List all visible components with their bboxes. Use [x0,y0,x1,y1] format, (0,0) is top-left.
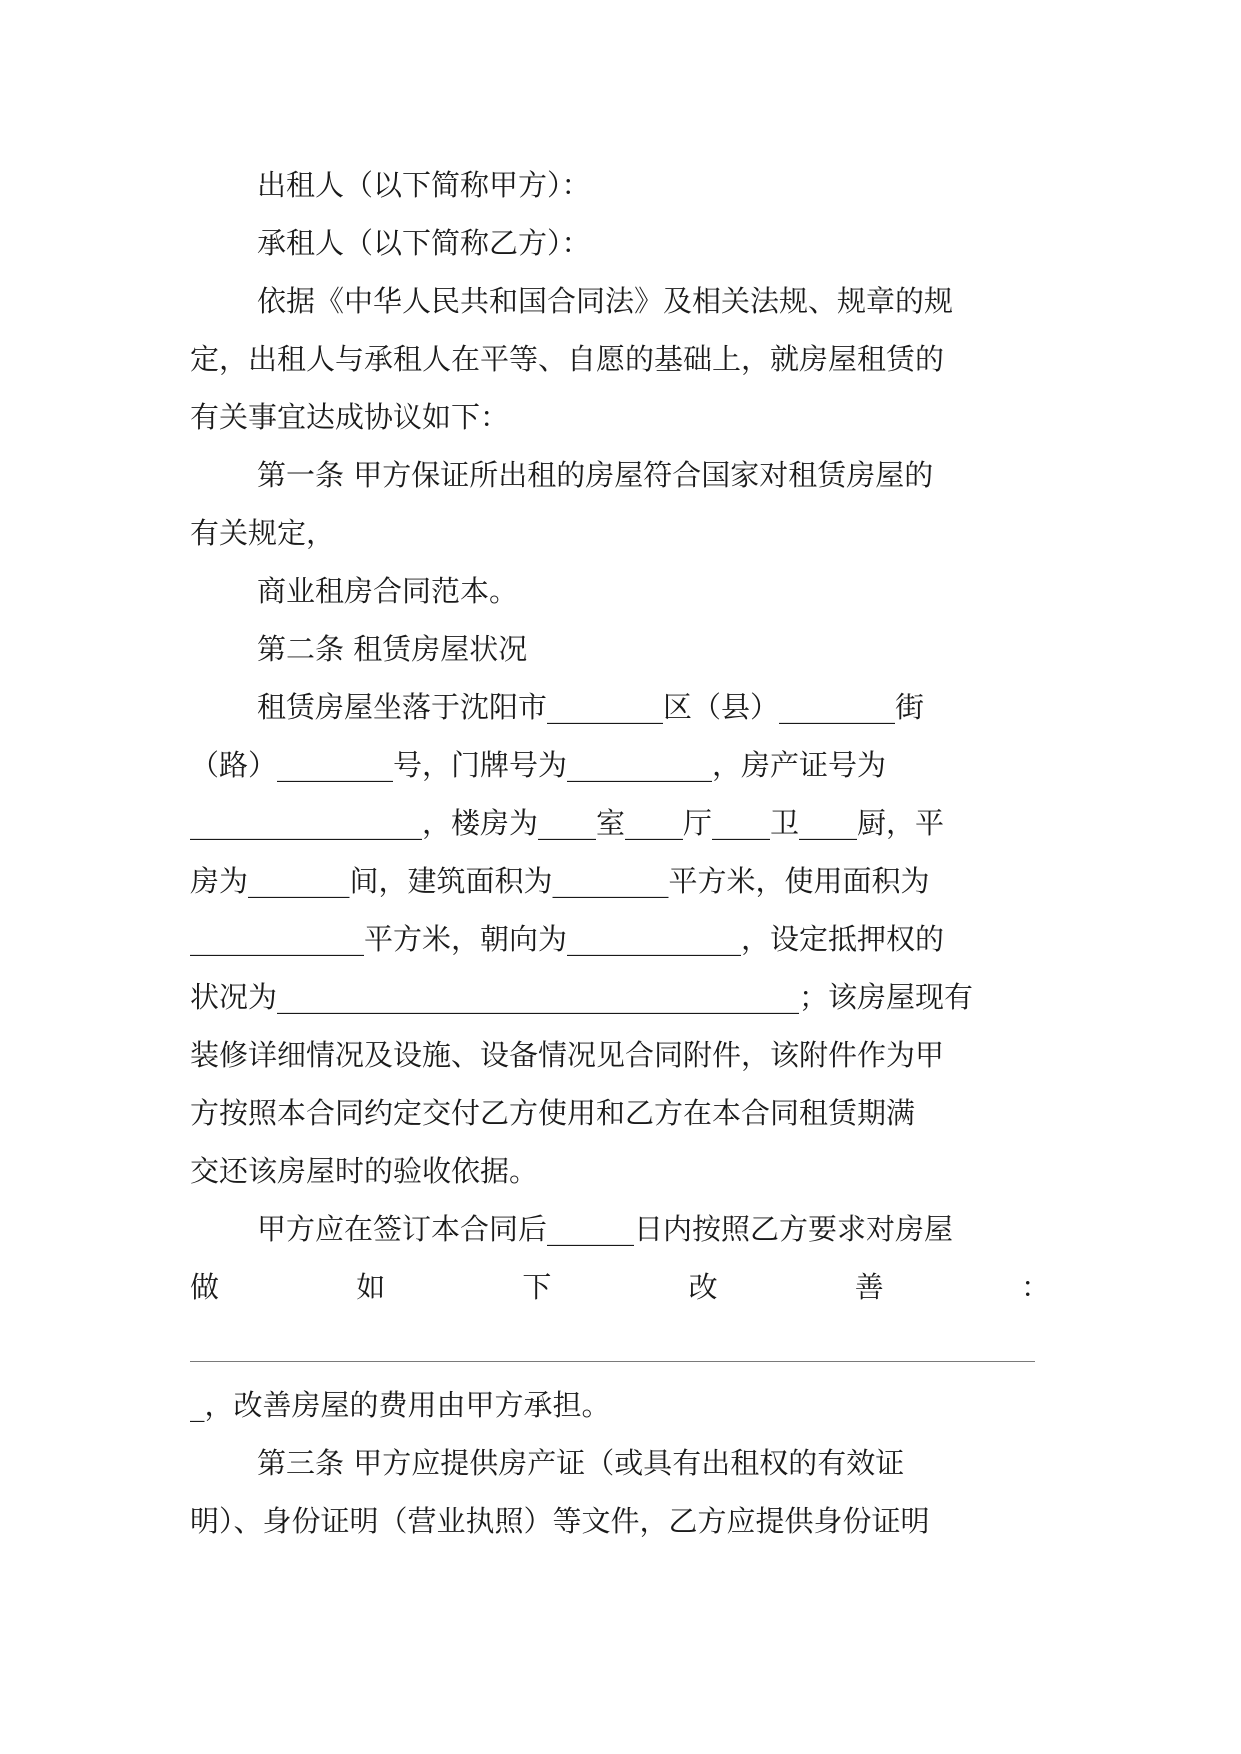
article-2-line-1: 租赁房屋坐落于沈阳市________区（县）________街 [257,690,925,724]
improvement-line-1: 甲方应在签订本合同后______日内按照乙方要求对房屋 [257,1212,954,1246]
article-3-line-1: 第三条 甲方应提供房产证（或具有出租权的有效证 [257,1446,905,1480]
article-1-line-1: 第一条 甲方保证所出租的房屋符合国家对租赁房屋的 [257,458,934,492]
improvement-line-3: _，改善房屋的费用由甲方承担。 [190,1388,611,1422]
blank-fill-rule [190,1361,1035,1362]
article-2-line-6: 状况为____________________________________；该房屋现有 [190,980,974,1014]
spread-char: 下 [522,1270,552,1304]
preamble-line-1: 依据《中华人民共和国合同法》及相关法规、规章的规 [257,284,954,318]
spread-char: ： [1020,1270,1050,1304]
template-title-line: 商业租房合同范本。 [257,574,519,608]
article-2-heading: 第二条 租赁房屋状况 [257,632,528,666]
lessor-line: 出租人（以下简称甲方）： [257,168,591,202]
article-2-line-8: 方按照本合同约定交付乙方使用和乙方在本合同租赁期满 [190,1096,916,1130]
article-2-line-5: ____________平方米，朝向为____________，设定抵押权的 [190,922,945,956]
improvement-line-2 [190,1264,1050,1310]
spread-char: 改 [688,1270,718,1304]
article-2-line-2: （路）________号，门牌号为__________，房产证号为 [190,748,887,782]
article-2-line-9: 交还该房屋时的验收依据。 [190,1154,539,1188]
article-2-line-4: 房为_______间，建筑面积为________平方米，使用面积为 [190,864,930,898]
spread-char: 如 [356,1270,386,1304]
lessee-line: 承租人（以下简称乙方）： [257,226,591,260]
article-1-line-2: 有关规定， [190,516,336,550]
article-3-line-2: 明）、身份证明（营业执照）等文件，乙方应提供身份证明 [190,1504,930,1538]
preamble-line-3: 有关事宜达成协议如下： [190,400,510,434]
spread-char: 做 [190,1270,220,1304]
article-2-line-3: ________________，楼房为____室____厅____卫____厨，平 [190,806,945,840]
preamble-line-2: 定，出租人与承租人在平等、自愿的基础上，就房屋租赁的 [190,342,945,376]
article-2-line-7: 装修详细情况及设施、设备情况见合同附件，该附件作为甲 [190,1038,945,1072]
spread-char: 善 [854,1270,884,1304]
